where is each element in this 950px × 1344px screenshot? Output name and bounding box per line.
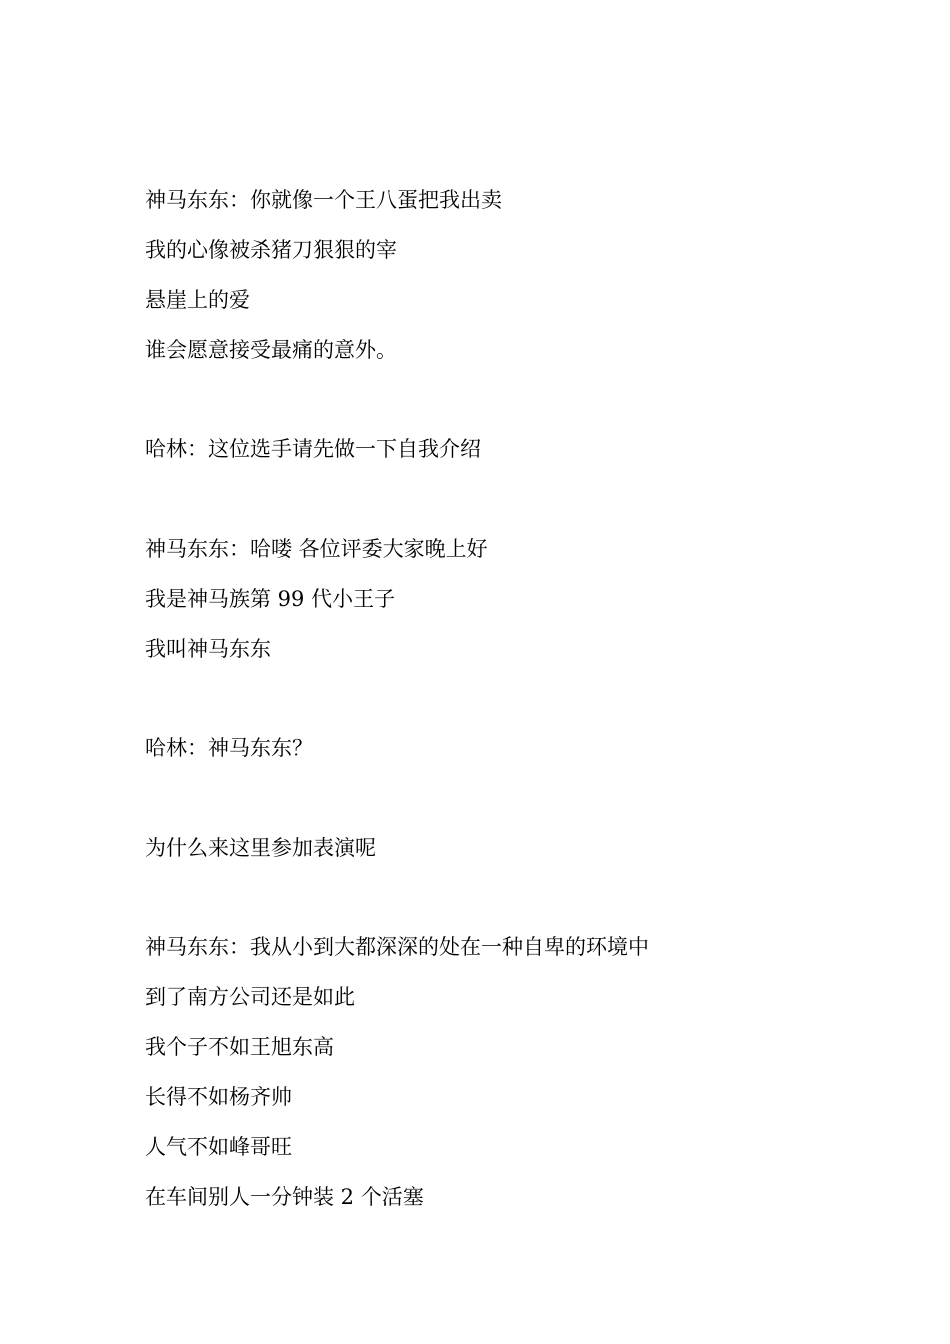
text-line: 悬崖上的爱 (145, 288, 250, 312)
text-line: 神马东东：我从小到大都深深的处在一种自卑的环境中 (145, 935, 649, 959)
text-line: 我叫神马东东 (145, 637, 271, 661)
text-line: 神马东东：哈喽 各位评委大家晚上好 (145, 537, 488, 561)
text-line: 长得不如杨齐帅 (145, 1085, 292, 1109)
text-line: 在车间别人一分钟装 2 个活塞 (145, 1185, 424, 1209)
text-line: 我个子不如王旭东高 (145, 1035, 334, 1059)
text-line: 到了南方公司还是如此 (145, 985, 355, 1009)
text-line: 为什么来这里参加表演呢 (145, 836, 376, 860)
text-line: 神马东东：你就像一个王八蛋把我出卖 (145, 188, 502, 212)
text-line: 哈林：这位选手请先做一下自我介绍 (145, 437, 481, 461)
text-line: 哈林：神马东东？ (145, 736, 313, 760)
text-line: 我的心像被杀猪刀狠狠的宰 (145, 238, 397, 262)
text-line: 人气不如峰哥旺 (145, 1135, 292, 1159)
text-line: 谁会愿意接受最痛的意外。 (145, 338, 397, 362)
text-line: 我是神马族第 99 代小王子 (145, 587, 396, 611)
